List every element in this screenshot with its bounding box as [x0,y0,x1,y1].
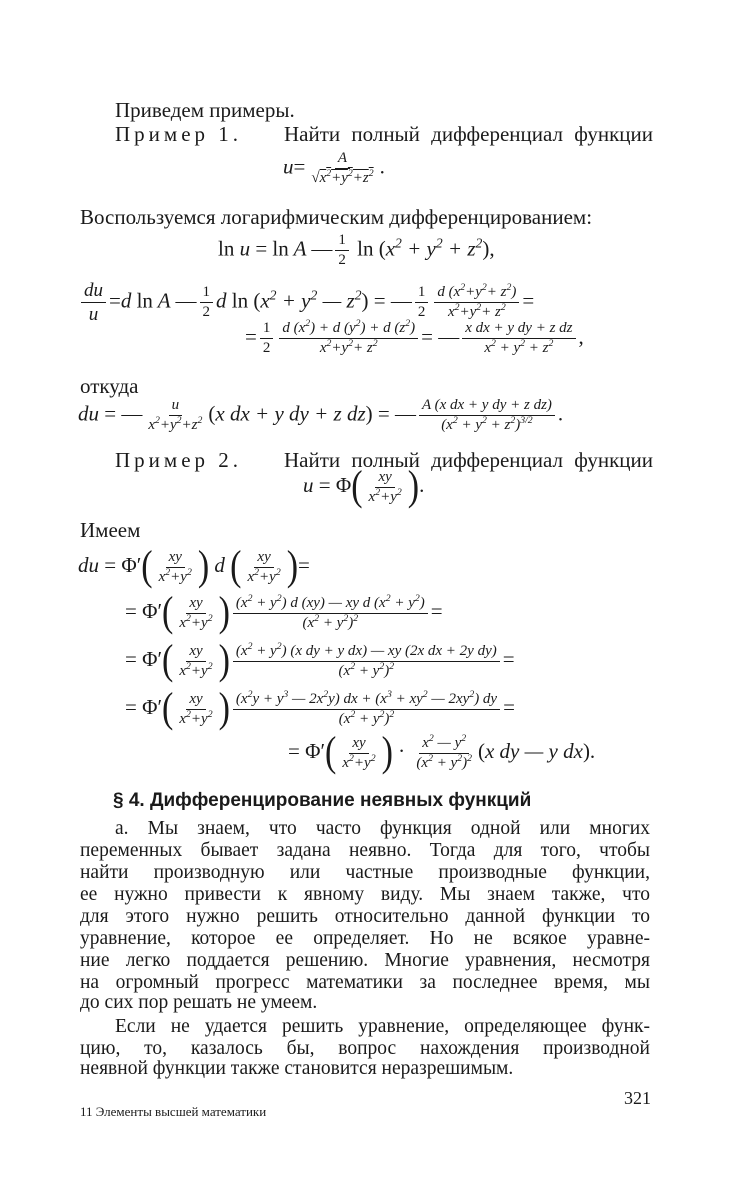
method-line: Воспользуемся логарифмическим дифференцированием: [80,205,593,229]
section-title: § 4. Дифференцирование неявных функций [113,790,532,811]
para1-line-1: а. Мы знаем, что часто функция одной или многих [115,818,650,839]
para1-line-8: на огромный прогресс математики за последнее время, мы [80,972,650,993]
formula-1: u= $\frac{A}{√x^2+y^2+z^2}$ . [283,150,385,186]
example-1-label: Пример 1. [115,122,243,146]
formula-8: = Φ′( $\frac{xy}{x^2+y^2}$ ) $\frac{(x^2 + y^2) d (xy) — xy d (x^2 + y^2)}{(x^2 + y^2)^2}$ = [125,589,443,636]
para1-line-6: уравнение, которое ее определяет. Но не всякое уравне- [80,928,650,949]
formula-3: $\frac{du}{u}$ =d ln A — $\frac{1}{2}$ d $\ln (x^2 + y^2$ — $z^2$) = — $\frac{1}{2}$ $\frac{d (x^2+y^2+ z^2)}{x^2+y^2+ z^2}$ = [78,280,534,325]
we-have-line: Имеем [80,518,141,542]
formula-9: = Φ′( $\frac{xy}{x^2+y^2}$ ) $\frac{(x^2 + y^2) (x dy + y dx) — xy (2x dx + 2y dy)}{(x^2 + y^2)^2}$ = [125,637,515,684]
example-1-line [115,122,653,146]
para1-line-5: для этого нужно решить относительно данной функции то [80,906,650,927]
footer-signature: 11 Элементы высшей математики [80,1104,267,1119]
formula-2: ln u = ln A — $\frac{1}{2}$ $\ln (x^2 + y^2 + z^2)$, [218,232,495,268]
para1-line-4: ее нужно привести к явному виду. Мы знаем также, что [80,884,650,905]
formula-6: u = Φ( $\frac{xy}{x^2+y^2}$ ). [303,463,425,510]
example-2-text: Найти полный дифференциал функции [283,448,653,472]
formula-4: = $\frac{1}{2}$ $\frac{d (x^2) + d (y^2) + d (z^2)}{x^2+y^2+ z^2}$ = — $\frac{\text{x dx + y dy + z dz}}{x^2 + y^2 + z^2}$ , [245,318,584,356]
example-1-text: Найти полный дифференциал функции [283,122,653,146]
formula-10: = Φ′( $\frac{xy}{x^2+y^2}$ ) $\frac{(x^2y + y^3 — 2x^2y) dx + (x^3 + xy^2 — 2xy^2) dy}{(x^2 + y^2)^2}$ = [125,685,515,732]
para2-line-1: Если не удается решить уравнение, определяющее функ- [115,1016,650,1037]
intro-line: Приведем примеры. [115,98,295,122]
formula-7: du = Φ′( $\frac{xy}{x^2+y^2}$ ) d ( $\frac{xy}{x^2+y^2}$ )= [78,543,310,590]
para1-line-3: найти производную или частные производные функции, [80,862,650,883]
formula-11: = Φ′( $\frac{xy}{x^2+y^2}$ ) · $\frac{x^2 — y^2}{(x^2 + y^2)^2}$ (x dy — y dx). [288,729,596,776]
para1-line-2: переменных бывает задана неявно. Тогда для того, чтобы [80,840,650,861]
para1-line-9: до сих пор решать не умеем. [80,992,318,1013]
example-2-label: Пример 2. [115,448,243,472]
formula-5: du = — $\frac{u}{x^2+y^2+z^2}$ (x dx + y dy + z dz) = — $\frac{\text{A (x dx + y dy + z dz)}}{(x^2 + y^2 + z^2)^{3/2}}$ . [78,397,564,433]
para2-line-3: неявной функции также становится неразрешимым. [80,1058,514,1079]
page-number: 321 [624,1088,651,1108]
whence-line: откуда [80,374,139,398]
para2-line-2: цию, то, казалось бы, вопрос нахождения производной [80,1038,650,1059]
para1-line-7: ние легко поддается решению. Многие уравнения, несмотря [80,950,650,971]
